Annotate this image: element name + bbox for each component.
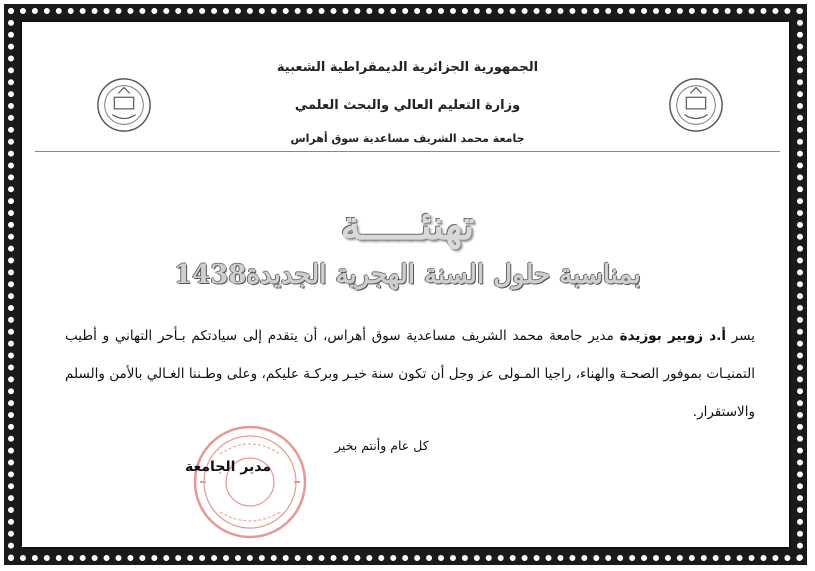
republic-name: الجمهورية الجزائرية الديمقراطية الشعبية bbox=[276, 60, 539, 75]
rector-name: أ.د زوبير بوزيدة bbox=[619, 328, 726, 344]
greeting-text: كل عام وأنتم بخير bbox=[335, 438, 429, 453]
header-divider bbox=[35, 151, 780, 152]
message-text: مدير جامعة محمد الشريف مساعدية سوق أهراس، أن يتقدم إلى سيادتكم بـأحر التهاني و أطيب التمنيـات بموفور الصحـة والهناء، راجيا المـولى عز وجل أن تكون سنة خيـر وبركـة عليكم، وعلى وطـننا الغـالي بالأمن والسلم والاستقرار. bbox=[65, 328, 755, 420]
signature-title: مدير الجامعة bbox=[185, 459, 272, 475]
university-name: جامعة محمد الشريف مساعدية سوق أهراس bbox=[290, 132, 525, 145]
ministry-name: وزارة التعليم العالي والبحث العلمي bbox=[294, 98, 521, 113]
message-intro: يسر bbox=[725, 328, 755, 344]
page-title: تهنئـــــة bbox=[340, 202, 475, 249]
official-stamp-icon bbox=[190, 422, 310, 542]
page-subtitle: بمناسبة حلول السنة الهجرية الجديدة1438 bbox=[174, 260, 641, 290]
certificate-body bbox=[35, 32, 780, 540]
message-body bbox=[65, 317, 755, 431]
